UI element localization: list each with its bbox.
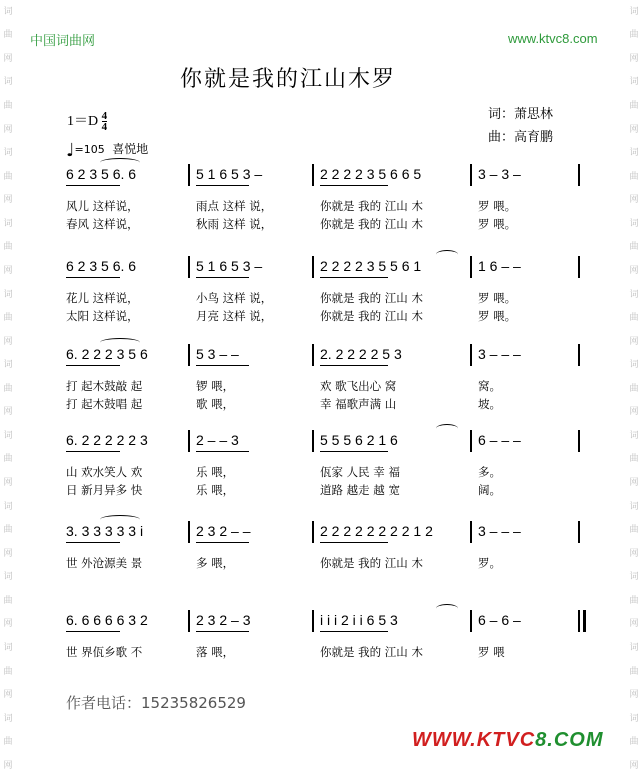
bar-line — [188, 164, 190, 186]
side-watermark-char: 词 — [3, 6, 13, 17]
side-watermark-char: 词 — [3, 218, 13, 229]
side-watermark-char: 曲 — [629, 313, 639, 324]
bar-line — [470, 164, 472, 186]
side-watermark-char: 曲 — [629, 30, 639, 41]
lyric-segment: 坡。 — [478, 397, 501, 411]
lyric-segment: 罗 喂 — [478, 645, 505, 659]
bottom-watermark — [412, 729, 604, 752]
bar-line — [578, 256, 580, 278]
tempo-marking — [66, 140, 148, 161]
side-watermark-char: 网 — [629, 760, 639, 771]
measure-notes: 5 1 6 5 3 – — [196, 258, 263, 274]
tie-arc — [100, 338, 140, 347]
side-watermark-char: 曲 — [629, 171, 639, 182]
beam-line — [320, 542, 388, 543]
lyric-segment: 雨点 这样 说， — [196, 199, 273, 213]
side-watermark-char: 曲 — [3, 30, 13, 41]
side-watermark-char: 曲 — [3, 242, 13, 253]
measure-notes: 5 5 5 6 2 1 6 — [320, 432, 398, 448]
beam-line — [196, 451, 249, 452]
bar-line — [312, 164, 314, 186]
lyric-segment: 世 界佤乡歌 不 — [66, 645, 143, 659]
measure-notes: 3 – – – — [478, 523, 521, 539]
bar-line — [578, 430, 580, 452]
lyric-segment: 你就是 我的 江山 木 — [320, 217, 423, 231]
time-signature — [102, 111, 108, 132]
lyric-segment: 乐 喂， — [196, 483, 235, 497]
lyric-segment: 你就是 我的 江山 木 — [320, 199, 423, 213]
beam-line — [66, 277, 120, 278]
lyric-segment: 窝。 — [478, 379, 501, 393]
side-watermark-char: 曲 — [629, 242, 639, 253]
measure-notes: 5 3 – – — [196, 346, 239, 362]
measure-notes: 6 2 3 5 6. 6 — [66, 258, 137, 274]
side-watermark-char: 曲 — [3, 525, 13, 536]
tie-arc — [100, 158, 140, 167]
lyric-segment: 花儿 这样说， — [66, 291, 139, 305]
measure-notes: 6. 2 2 2 2 2 3 — [66, 432, 148, 448]
beam-line — [66, 631, 120, 632]
measure-notes: 3. 3 3 3 3 3 i — [66, 523, 144, 539]
bar-line — [188, 610, 190, 632]
bar-line — [188, 521, 190, 543]
measure-notes: 6 2 3 5 6. 6 — [66, 166, 137, 182]
lyric-segment: 日 新月异多 快 — [66, 483, 143, 497]
lyric-segment: 阔。 — [478, 483, 501, 497]
measure-notes: 6. 6 6 6 6 3 2 — [66, 612, 148, 628]
site-url-right[interactable]: www.ktvc8.com — [508, 31, 598, 46]
side-watermark-char: 网 — [3, 760, 13, 771]
lyric-segment: 你就是 我的 江山 木 — [320, 309, 423, 323]
side-watermark-char: 曲 — [629, 101, 639, 112]
bar-line — [470, 344, 472, 366]
beam-line — [66, 365, 120, 366]
lyric-segment: 打 起木鼓敲 起 — [66, 379, 143, 393]
side-watermark-char: 词 — [629, 148, 639, 159]
right-watermark-column — [627, 0, 641, 778]
side-watermark-char: 网 — [629, 407, 639, 418]
side-watermark-char: 网 — [3, 265, 13, 276]
beam-line — [320, 185, 388, 186]
side-watermark-char: 词 — [3, 713, 13, 724]
measure-notes: 3 – 3 – — [478, 166, 521, 182]
measure-notes: 6 – – – — [478, 432, 521, 448]
lyric-segment: 你就是 我的 江山 木 — [320, 645, 423, 659]
side-watermark-char: 网 — [3, 690, 13, 701]
key-label: 1＝D — [67, 114, 99, 129]
lyric-segment: 多 喂， — [196, 556, 235, 570]
side-watermark-char: 曲 — [3, 383, 13, 394]
lyric-segment: 佤家 人民 幸 福 — [320, 465, 400, 479]
bar-line — [470, 256, 472, 278]
side-watermark-char: 曲 — [3, 666, 13, 677]
measure-notes: 1 6 – – — [478, 258, 521, 274]
beam-line — [320, 451, 388, 452]
side-watermark-char: 曲 — [629, 666, 639, 677]
side-watermark-char: 网 — [629, 478, 639, 489]
side-watermark-char: 网 — [629, 548, 639, 559]
watermark-text-2: 8.COM — [535, 729, 604, 751]
side-watermark-char: 词 — [629, 501, 639, 512]
side-watermark-char: 词 — [629, 77, 639, 88]
quarter-note-icon: ♩ — [66, 140, 75, 161]
measure-notes: 5 1 6 5 3 – — [196, 166, 263, 182]
beam-line — [196, 277, 249, 278]
lyric-segment: 多。 — [478, 465, 501, 479]
side-watermark-char: 网 — [629, 690, 639, 701]
tie-arc — [436, 250, 458, 259]
side-watermark-char: 曲 — [629, 737, 639, 748]
side-watermark-char: 网 — [629, 265, 639, 276]
side-watermark-char: 词 — [3, 501, 13, 512]
beam-line — [66, 542, 120, 543]
side-watermark-char: 网 — [3, 53, 13, 64]
side-watermark-char: 词 — [629, 289, 639, 300]
tempo-mood: 喜悦地 — [112, 142, 149, 156]
bar-line — [312, 256, 314, 278]
tie-arc — [436, 424, 458, 433]
beam-line — [320, 277, 388, 278]
side-watermark-char: 曲 — [3, 101, 13, 112]
side-watermark-char: 词 — [629, 713, 639, 724]
side-watermark-char: 网 — [3, 478, 13, 489]
side-watermark-char: 词 — [629, 642, 639, 653]
lyric-segment: 锣 喂， — [196, 379, 235, 393]
left-watermark-column — [1, 0, 15, 778]
beam-line — [66, 451, 120, 452]
side-watermark-char: 网 — [3, 195, 13, 206]
bar-line — [578, 164, 580, 186]
side-watermark-char: 词 — [629, 6, 639, 17]
bar-line — [470, 521, 472, 543]
beam-line — [66, 185, 120, 186]
tempo-value: =105 — [74, 143, 105, 156]
bar-line — [312, 430, 314, 452]
side-watermark-char: 网 — [629, 124, 639, 135]
lyric-segment: 罗 喂。 — [478, 217, 517, 231]
watermark-text-1: WWW.KTVC — [412, 729, 536, 751]
measure-notes: 2 3 2 – 3 — [196, 612, 251, 628]
side-watermark-char: 曲 — [629, 383, 639, 394]
side-watermark-char: 网 — [3, 336, 13, 347]
site-name-left[interactable]: 中国词曲网 — [30, 34, 96, 49]
side-watermark-char: 网 — [629, 53, 639, 64]
beam-line — [320, 631, 388, 632]
measure-notes: 2 – – 3 — [196, 432, 239, 448]
side-watermark-char: 词 — [629, 430, 639, 441]
side-watermark-char: 词 — [3, 148, 13, 159]
beam-line — [196, 185, 249, 186]
lyric-segment: 你就是 我的 江山 木 — [320, 291, 423, 305]
lyric-segment: 罗 喂。 — [478, 199, 517, 213]
lyric-segment: 风儿 这样说， — [66, 199, 139, 213]
tie-arc — [436, 604, 458, 613]
lyric-segment: 你就是 我的 江山 木 — [320, 556, 423, 570]
time-top: 4 — [101, 110, 108, 123]
side-watermark-char: 词 — [3, 360, 13, 371]
composer-credit: 曲：高育鹏 — [488, 130, 554, 145]
side-watermark-char: 曲 — [3, 171, 13, 182]
side-watermark-char: 词 — [629, 360, 639, 371]
side-watermark-char: 曲 — [3, 737, 13, 748]
lyric-segment: 罗。 — [478, 556, 501, 570]
author-contact: 作者电话：15235826529 — [66, 694, 246, 712]
lyric-segment: 落 喂， — [196, 645, 235, 659]
bar-line — [312, 521, 314, 543]
side-watermark-char: 词 — [3, 77, 13, 88]
lyric-segment: 幸 福歌声满 山 — [320, 397, 397, 411]
lyric-segment: 打 起木鼓唱 起 — [66, 397, 143, 411]
beam-line — [320, 365, 388, 366]
lyric-segment: 太阳 这样说， — [66, 309, 139, 323]
bar-line — [312, 344, 314, 366]
final-bar-line — [583, 610, 586, 632]
lyric-segment: 秋雨 这样 说， — [196, 217, 273, 231]
side-watermark-char: 曲 — [629, 454, 639, 465]
lyric-segment: 罗 喂。 — [478, 309, 517, 323]
measure-notes: i i i 2 i i 6 5 3 — [320, 612, 398, 628]
beam-line — [196, 631, 249, 632]
side-watermark-char: 词 — [3, 642, 13, 653]
bar-line — [188, 430, 190, 452]
bar-line — [578, 610, 580, 632]
side-watermark-char: 网 — [3, 124, 13, 135]
side-watermark-char: 词 — [3, 430, 13, 441]
time-bottom: 4 — [101, 121, 108, 134]
side-watermark-char: 网 — [629, 336, 639, 347]
lyric-segment: 春风 这样说， — [66, 217, 139, 231]
lyric-segment: 罗 喂。 — [478, 291, 517, 305]
bar-line — [188, 344, 190, 366]
bar-line — [578, 344, 580, 366]
bar-line — [470, 430, 472, 452]
side-watermark-char: 曲 — [3, 313, 13, 324]
lyric-segment: 山 欢水笑人 欢 — [66, 465, 143, 479]
tie-arc — [100, 515, 140, 524]
side-watermark-char: 曲 — [3, 454, 13, 465]
side-watermark-char: 词 — [3, 289, 13, 300]
lyric-segment: 月亮 这样 说， — [196, 309, 273, 323]
side-watermark-char: 网 — [3, 548, 13, 559]
bar-line — [188, 256, 190, 278]
side-watermark-char: 曲 — [629, 525, 639, 536]
side-watermark-char: 词 — [3, 572, 13, 583]
beam-line — [196, 542, 249, 543]
measure-notes: 6 – 6 – — [478, 612, 521, 628]
key-signature — [67, 110, 107, 132]
measure-notes: 2 2 2 2 3 5 6 6 5 — [320, 166, 422, 182]
measure-notes: 2 3 2 – – — [196, 523, 251, 539]
bar-line — [470, 610, 472, 632]
lyric-segment: 欢 歌飞出心 窝 — [320, 379, 397, 393]
side-watermark-char: 曲 — [3, 595, 13, 606]
measure-notes: 6. 2 2 2 3 5 6 — [66, 346, 148, 362]
measure-notes: 2 2 2 2 3 5 5 6 1 — [320, 258, 422, 274]
song-title: 你就是我的江山木罗 — [180, 67, 397, 92]
bar-line — [312, 610, 314, 632]
side-watermark-char: 网 — [629, 619, 639, 630]
lyric-segment: 乐 喂， — [196, 465, 235, 479]
side-watermark-char: 词 — [629, 218, 639, 229]
bar-line — [578, 521, 580, 543]
lyric-segment: 世 外沧源美 景 — [66, 556, 143, 570]
measure-notes: 2 2 2 2 2 2 2 2 1 2 — [320, 523, 433, 539]
lyric-segment: 小鸟 这样 说， — [196, 291, 273, 305]
side-watermark-char: 词 — [629, 572, 639, 583]
measure-notes: 2. 2 2 2 2 5 3 — [320, 346, 402, 362]
lyricist-credit: 词：萧思林 — [488, 107, 554, 122]
side-watermark-char: 网 — [3, 407, 13, 418]
side-watermark-char: 网 — [629, 195, 639, 206]
side-watermark-char: 曲 — [629, 595, 639, 606]
lyric-segment: 歌 喂， — [196, 397, 235, 411]
beam-line — [196, 365, 249, 366]
measure-notes: 3 – – – — [478, 346, 521, 362]
lyric-segment: 道路 越走 越 宽 — [320, 483, 400, 497]
side-watermark-char: 网 — [3, 619, 13, 630]
